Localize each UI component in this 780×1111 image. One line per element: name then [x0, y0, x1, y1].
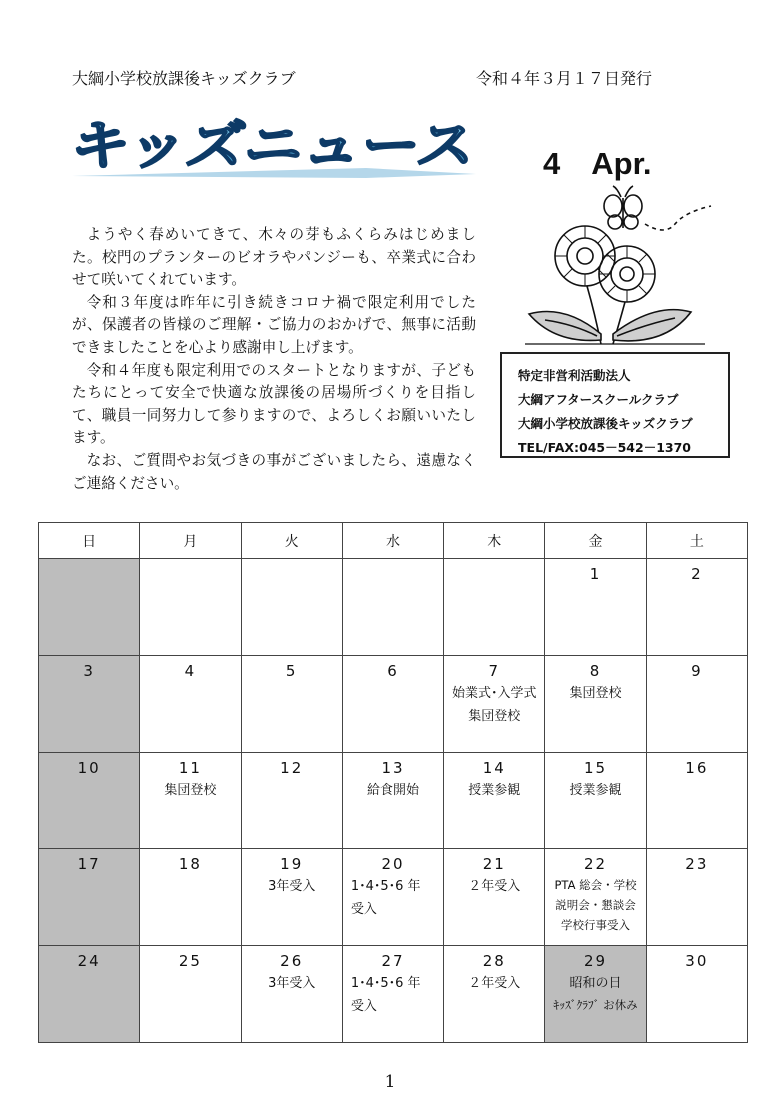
- day-number: 4: [184, 661, 197, 680]
- day-number: 18: [178, 855, 202, 874]
- calendar-event: 授業参観: [569, 782, 622, 798]
- day-number: 19: [280, 855, 304, 874]
- club-name: 大綱小学校放課後キッズクラブ: [72, 69, 296, 88]
- calendar-day-cell: [545, 946, 646, 1043]
- calendar-day-cell: [241, 946, 342, 1043]
- day-number: 6: [387, 661, 399, 680]
- day-number: 10: [77, 758, 101, 777]
- calendar-event: ２年受入: [468, 976, 521, 992]
- day-number: 2: [691, 565, 703, 583]
- day-number: 11: [178, 758, 202, 777]
- day-number: 29: [584, 952, 608, 971]
- calendar-week-row: [39, 752, 748, 849]
- calendar-day-cell: [241, 559, 342, 656]
- calendar-event: 説明会・懇談会: [555, 898, 636, 913]
- calendar-day-cell: [444, 655, 545, 752]
- weekday-header: 木: [444, 523, 545, 559]
- calendar-day-cell: [39, 849, 140, 946]
- day-number: 14: [482, 758, 506, 777]
- leaf-icon: [529, 310, 691, 341]
- weekday-header: 土: [646, 523, 747, 559]
- calendar-event: ｷｯｽﾞｸﾗﾌﾞ お休み: [553, 998, 638, 1013]
- calendar-day-cell: [646, 559, 747, 656]
- calendar-event: 1･4･5･6 年: [350, 879, 421, 895]
- calendar-event: 始業式･入学式: [452, 685, 537, 701]
- calendar-event: ２年受入: [468, 879, 521, 895]
- page-number: 1: [384, 1072, 396, 1092]
- calendar-event: 給食開始: [366, 782, 419, 798]
- day-number: 1: [589, 565, 602, 583]
- calendar-day-cell: [140, 752, 241, 849]
- day-number: 24: [77, 952, 101, 971]
- day-number: 21: [482, 855, 506, 874]
- calendar-day-cell: [241, 655, 342, 752]
- calendar-day-cell: [39, 752, 140, 849]
- day-number: 16: [685, 758, 709, 777]
- day-number: 12: [280, 758, 304, 777]
- phone-number: TEL/FAX:045－542－1370: [518, 440, 691, 455]
- calendar-day-cell: [342, 559, 443, 656]
- day-number: 7: [488, 661, 501, 680]
- day-number: [242, 565, 342, 585]
- day-number: 28: [482, 952, 506, 971]
- calendar-event: 3年受入: [268, 976, 316, 992]
- calendar-day-cell: [140, 559, 241, 656]
- weekday-header: 月: [140, 523, 241, 559]
- calendar-day-cell: [646, 752, 747, 849]
- day-number: 27: [381, 952, 405, 971]
- calendar-day-cell: [646, 946, 747, 1043]
- issue-month: 4 Apr.: [543, 146, 652, 181]
- calendar-day-cell: [342, 655, 443, 752]
- calendar-day-cell: [444, 849, 545, 946]
- calendar-day-cell: [342, 752, 443, 849]
- calendar-event: 授業参観: [468, 782, 521, 798]
- issue-date: 令和４年３月１７日発行: [476, 69, 653, 88]
- calendar-day-cell: [545, 559, 646, 656]
- calendar-day-cell: [241, 752, 342, 849]
- calendar-day-cell: [545, 849, 646, 946]
- day-number: 13: [381, 758, 405, 777]
- calendar-day-cell: [39, 559, 140, 656]
- calendar-day-cell: [444, 752, 545, 849]
- org-type: 特定非営利活動法人: [518, 368, 631, 383]
- logo-text: キッズニュース: [66, 114, 450, 177]
- calendar-week-row: [39, 849, 748, 946]
- weekday-header: 金: [545, 523, 646, 559]
- calendar-day-cell: [444, 559, 545, 656]
- kids-news-logo: [66, 112, 481, 184]
- calendar-day-cell: [241, 849, 342, 946]
- calendar-day-cell: [342, 849, 443, 946]
- org-name: 大綱アフタースクールクラブ: [518, 392, 679, 407]
- calendar-event: 集団登校: [164, 782, 217, 798]
- calendar-event: 3年受入: [268, 879, 316, 895]
- calendar-week-row: [39, 559, 748, 656]
- day-number: 15: [584, 758, 608, 777]
- day-number: 5: [285, 661, 298, 680]
- calendar-day-cell: [545, 655, 646, 752]
- weekday-header: 日: [39, 523, 140, 559]
- calendar-day-cell: [646, 655, 747, 752]
- calendar-day-cell: [140, 849, 241, 946]
- day-number: [140, 565, 240, 585]
- calendar-day-cell: [444, 946, 545, 1043]
- calendar-event: 集団登校: [468, 708, 521, 724]
- club-name-box: 大綱小学校放課後キッズクラブ: [518, 416, 693, 431]
- weekday-header-row: [39, 523, 748, 559]
- calendar-event: PTA 総会・学校: [554, 878, 637, 893]
- day-number: 17: [77, 855, 101, 874]
- calendar-day-cell: [39, 655, 140, 752]
- calendar-event: 受入: [350, 999, 377, 1015]
- calendar-week-row: [39, 946, 748, 1043]
- calendar-day-cell: [39, 946, 140, 1043]
- intro-paragraph: なお、ご質問やお気づきの事がございましたら、遠慮なくご連絡ください。: [72, 451, 476, 492]
- day-number: 8: [589, 661, 602, 680]
- calendar-week-row: [39, 655, 748, 752]
- calendar: [38, 522, 748, 1043]
- intro-text: [72, 224, 476, 495]
- day-number: 25: [178, 952, 202, 971]
- calendar-day-cell: [646, 849, 747, 946]
- calendar-day-cell: [140, 655, 241, 752]
- day-number: [39, 565, 139, 585]
- calendar-day-cell: [545, 752, 646, 849]
- calendar-event: 昭和の日: [569, 976, 622, 992]
- butterfly-icon: [604, 186, 642, 229]
- weekday-header: 水: [342, 523, 443, 559]
- day-number: 3: [83, 661, 95, 680]
- calendar-event: 1･4･5･6 年: [350, 976, 421, 992]
- intro-paragraph: 令和３年度は昨年に引き続きコロナ禍で限定利用でしたが、保護者の皆様のご理解・ご協力のおかげで、無事に活動できましたことを心より感謝申し上げます。: [72, 293, 476, 356]
- organization-box: [500, 352, 730, 458]
- intro-paragraph: ようやく春めいてきて、木々の芽もふくらみはじめました。校門のプランターのビオラやパンジーも、卒業式に合わせて咲いてくれています。: [72, 226, 476, 289]
- calendar-event: 受入: [350, 902, 377, 918]
- calendar-event: 集団登校: [569, 685, 622, 701]
- day-number: [343, 565, 443, 585]
- weekday-header: 火: [241, 523, 342, 559]
- day-number: 30: [685, 952, 709, 971]
- day-number: 26: [280, 952, 304, 971]
- day-number: 23: [685, 855, 709, 874]
- day-number: [444, 565, 544, 585]
- flower-butterfly-icon: [515, 184, 715, 350]
- calendar-day-cell: [140, 946, 241, 1043]
- day-number: 22: [584, 855, 608, 874]
- calendar-event: 学校行事受入: [561, 918, 631, 933]
- day-number: 20: [381, 855, 405, 874]
- day-number: 9: [691, 661, 703, 680]
- calendar-day-cell: [342, 946, 443, 1043]
- intro-paragraph: 令和４年度も限定利用でのスタートとなりますが、子どもたちにとって安全で快適な放課後の居場所づくりを目指して、職員一同努力して参りますので、よろしくお願いいたします。: [72, 361, 476, 447]
